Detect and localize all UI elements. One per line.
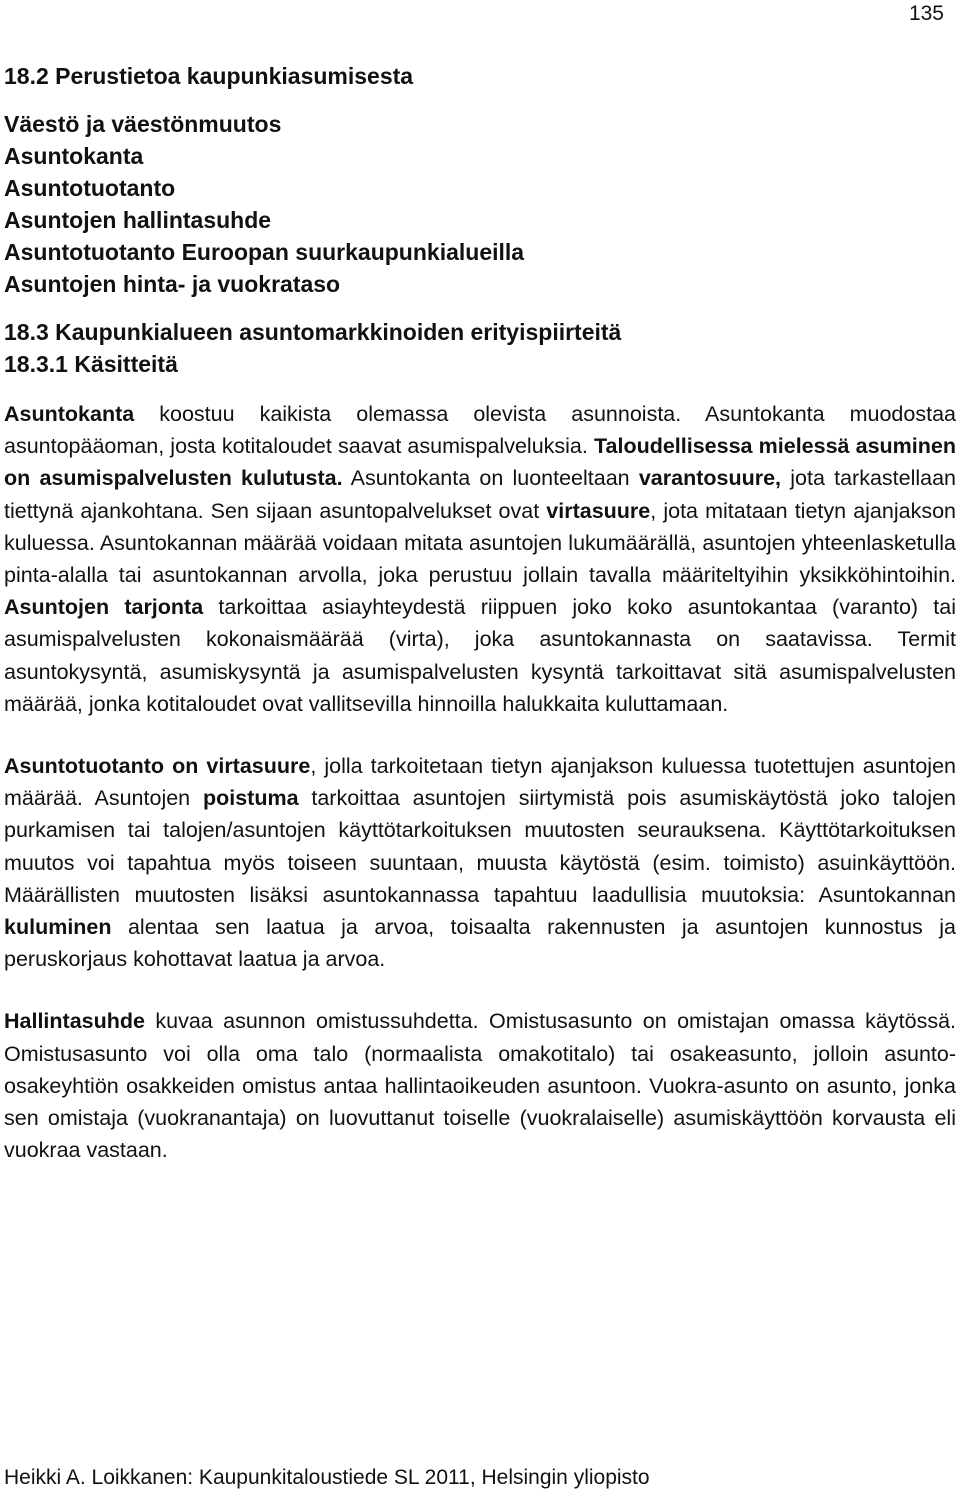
paragraph-text: , jota mitataan tietyn ajanjakson kuluessa. Asuntokannan määrää voidaan mitata asuntojen lukumäärällä, asuntojen yhteenlasketulla pinta-alalla tai asuntokannan arvolla, joka perustuu jollain tavalla määriteltyihin yksikköhintoihin. xyxy=(4,498,956,588)
section-heading-18-3: 18.3 Kaupunkialueen asuntomarkkinoiden erityispiirteitä xyxy=(4,319,622,345)
term-hallintasuhde: Hallintasuhde xyxy=(4,1009,145,1034)
topic-item: Asuntotuotanto Euroopan suurkaupunkialueilla xyxy=(4,239,525,265)
term-virtasuure: virtasuure xyxy=(546,498,651,523)
subsection-heading-18-3-1: 18.3.1 Käsitteitä xyxy=(4,351,178,377)
paragraph-text: koostuu kaikista olemassa olevista asunnoista. Asuntokanta muodostaa asuntopääoman, josta kotitaloudet saavat asumispalveluksia. xyxy=(4,402,956,459)
term-varantosuure: varantosuure, xyxy=(638,466,782,491)
topic-item: Asuntojen hinta- ja vuokrataso xyxy=(4,271,341,297)
paragraph-text: tarkoittaa asiayhteydestä riippuen joko koko asuntokantaa (varanto) tai asumispalvelusten kokonaismäärää (virta), joka asuntokannasta on saatavissa. Termit asuntokysyntä, asumiskysyntä ja asumispalvelusten kysyntä tarkoittavat sitä asumispalvelusten määrää, jonka kotitaloudet ovat vallitsevilla hinnoilla halukkaita kuluttamaan. xyxy=(4,595,956,716)
term-asuntokanta: Asuntokanta xyxy=(4,402,135,426)
term-asuntotuotanto: Asuntotuotanto on virtasuure xyxy=(4,754,311,779)
topic-item: Asuntojen hallintasuhde xyxy=(4,207,272,233)
paragraph-text: kuvaa asunnon omistussuhdetta. Omistusasunto on omistajan omassa käytössä. Omistusasunto voi olla oma talo (normaalista omakotitalo) tai osakeasunto, jolloin asunto-osakeyhtiön osakkeiden omistus antaa hallintaoikeuden asuntoon. Vuokra-asunto on asunto, jonka sen omistaja (vuokranantaja) on luovuttanut toiselle (vuokralaiselle) asumiskäyttöön korvausta eli vuokraa vastaan. xyxy=(4,1009,956,1163)
paragraph-asuntotuotanto xyxy=(4,750,956,975)
paragraph-text: Asuntokanta on luonteeltaan xyxy=(342,466,639,491)
paragraph-text: jota tarkastellaan tiettynä ajankohtana. Sen sijaan asuntopalvelukset ovat xyxy=(4,466,957,523)
page-content xyxy=(4,60,956,1166)
paragraph-hallintasuhde xyxy=(4,1005,956,1166)
paragraph-asuntokanta xyxy=(4,398,956,720)
paragraph-text: tarkoittaa asuntojen siirtymistä pois asumiskäytöstä joko talojen purkamisen tai talojen/asuntojen käyttötarkoituksen muutosten seurauksena. Käyttötarkoituksen muutos voi tapahtua myös toiseen suuntaan, muusta käytöstä (esim. toimisto) asuinkäyttöön. Määrällisten muutosten lisäksi asuntokannassa tapahtuu laadullisia muutoksia: Asuntokannan xyxy=(4,786,956,907)
term-poistuma: poistuma xyxy=(202,786,299,811)
topic-item: Asuntokanta xyxy=(4,143,144,169)
paragraph-text: , jolla tarkoitetaan tietyn ajanjakson kuluessa tuotettujen asuntojen määrää. Asuntojen xyxy=(4,754,956,811)
topic-item: Väestö ja väestönmuutos xyxy=(4,111,282,137)
topic-item: Asuntotuotanto xyxy=(4,175,176,201)
section-heading-18-2: 18.2 Perustietoa kaupunkiasumisesta xyxy=(4,63,414,89)
term-asuntojen-tarjonta: Asuntojen tarjonta xyxy=(4,595,204,620)
topic-list xyxy=(4,108,956,300)
term-kuluminen: kuluminen xyxy=(4,915,112,940)
key-statement: Taloudellisessa mielessä asuminen on asumispalvelusten kulutusta. xyxy=(4,434,956,491)
page-number: 135 xyxy=(908,2,944,25)
page-footer: Heikki A. Loikkanen: Kaupunkitaloustiede SL 2011, Helsingin yliopisto xyxy=(4,1466,650,1489)
paragraph-text: alentaa sen laatua ja arvoa, toisaalta rakennusten ja asuntojen kunnostus ja peruskorjaus kohottavat laatua ja arvoa. xyxy=(4,915,956,972)
